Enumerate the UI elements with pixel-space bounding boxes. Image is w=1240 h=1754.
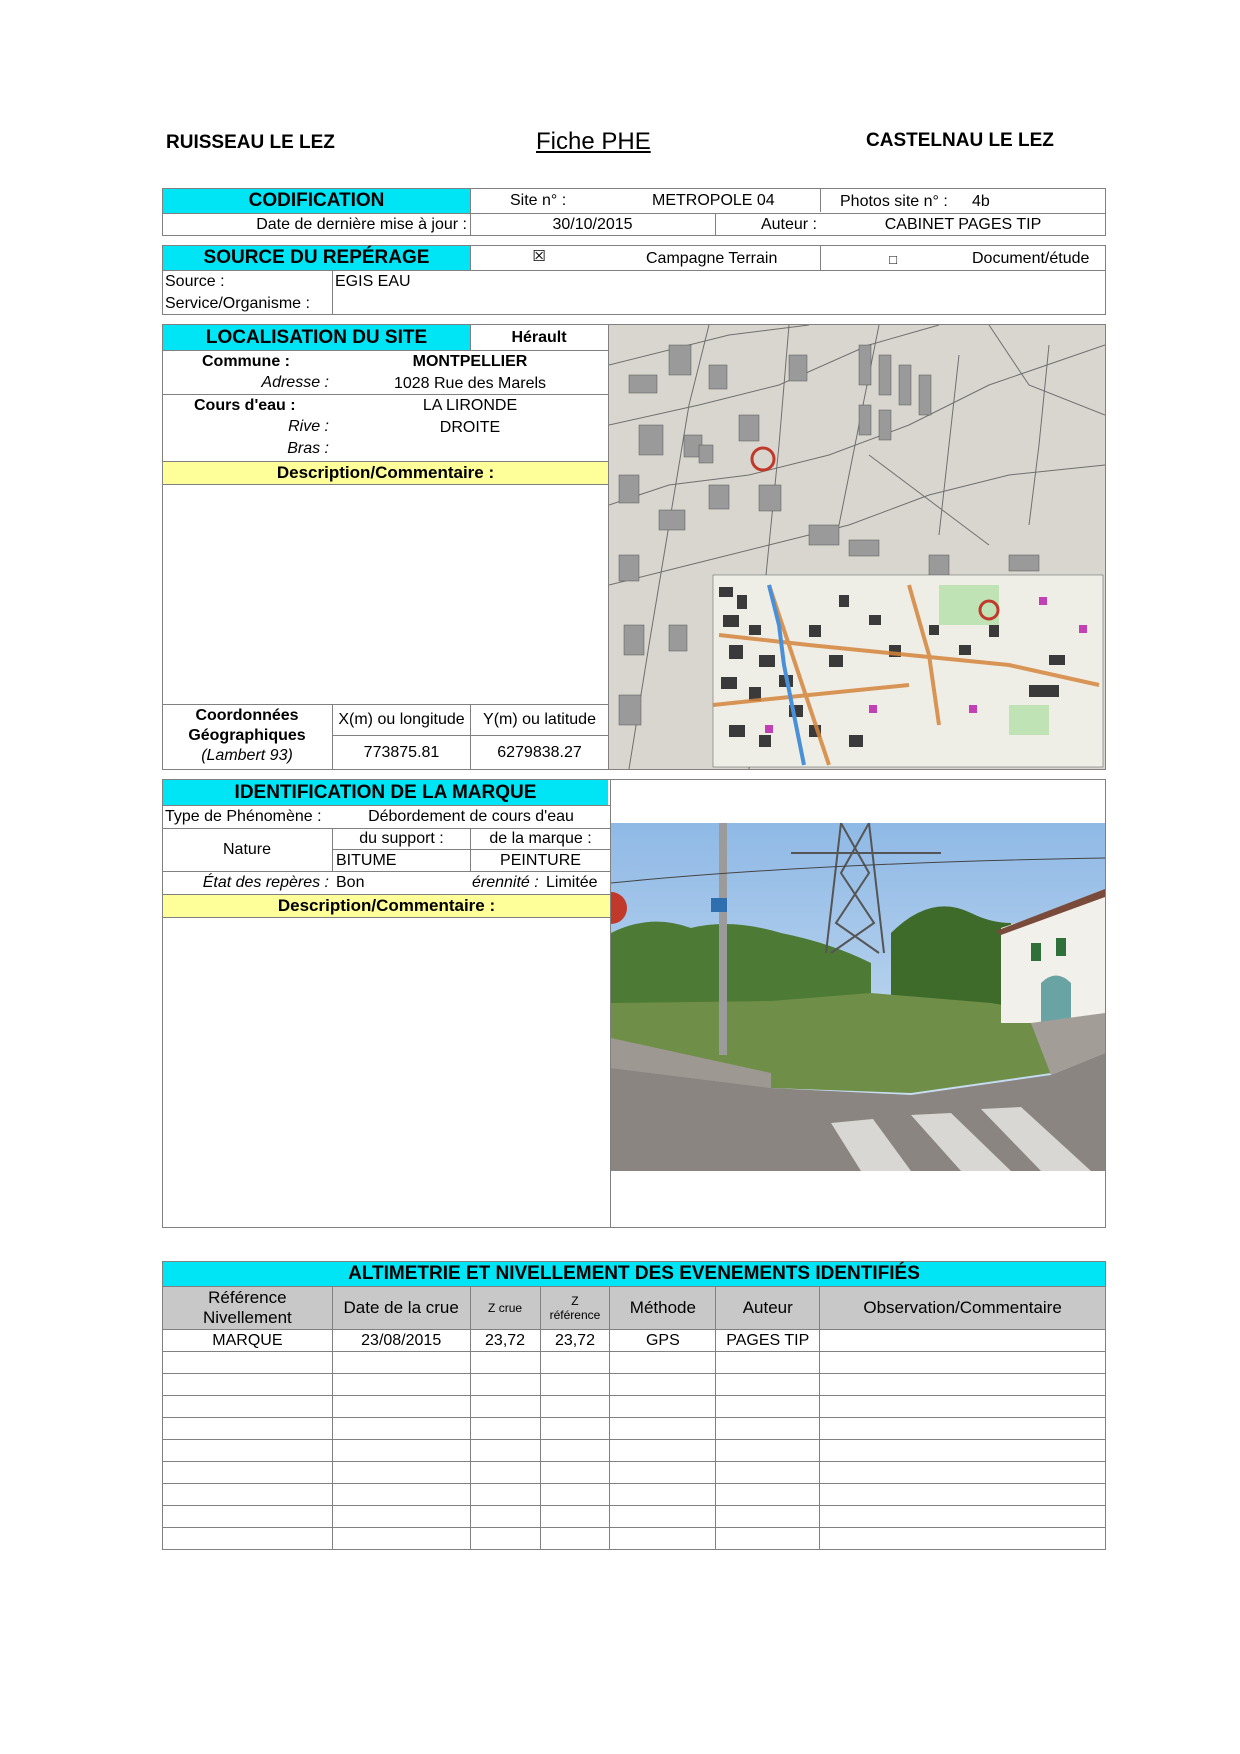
table-row xyxy=(163,1484,1106,1506)
identification-description-heading: Description/Commentaire : xyxy=(163,894,610,918)
table-cell[interactable] xyxy=(540,1374,610,1396)
table-cell[interactable] xyxy=(332,1506,470,1528)
localisation-heading: LOCALISATION DU SITE xyxy=(163,325,470,350)
site-value: METROPOLE 04 xyxy=(652,192,775,209)
table-cell[interactable] xyxy=(332,1462,470,1484)
page-title: Fiche PHE xyxy=(536,128,651,155)
table-cell[interactable] xyxy=(163,1528,333,1550)
table-cell[interactable] xyxy=(332,1440,470,1462)
type-label: Type de Phénomène : xyxy=(165,808,322,825)
table-cell[interactable] xyxy=(332,1418,470,1440)
coord-label-2: Géographiques xyxy=(188,727,306,744)
table-cell[interactable] xyxy=(610,1440,716,1462)
coord-label-3: (Lambert 93) xyxy=(201,746,293,764)
commune-value: MONTPELLIER xyxy=(412,353,528,370)
auteur-label: Auteur : xyxy=(760,215,817,233)
marque-value: PEINTURE xyxy=(500,851,581,869)
bras-label: Bras : xyxy=(287,440,329,457)
table-cell[interactable] xyxy=(540,1528,610,1550)
auteur-value: CABINET PAGES TIP xyxy=(884,215,1042,233)
table-cell[interactable] xyxy=(820,1330,1106,1352)
perennite-label: érennité : xyxy=(472,873,539,891)
table-row xyxy=(163,1330,1106,1352)
altimetrie-table xyxy=(162,1261,1106,1550)
localisation-description-area[interactable] xyxy=(163,486,608,704)
table-cell[interactable] xyxy=(470,1462,540,1484)
altimetrie-heading: ALTIMETRIE ET NIVELLEMENT DES EVENEMENTS IDENTIFIÉS xyxy=(163,1262,1106,1287)
photos-value: 4b xyxy=(972,193,990,210)
table-cell[interactable] xyxy=(332,1528,470,1550)
table-cell[interactable] xyxy=(820,1462,1106,1484)
table-row xyxy=(163,1528,1106,1550)
table-cell[interactable] xyxy=(716,1462,820,1484)
nature-label: Nature xyxy=(222,841,272,858)
cours-label: Cours d'eau : xyxy=(194,397,296,414)
column-header xyxy=(540,1287,610,1330)
table-cell[interactable] xyxy=(540,1352,610,1374)
table-cell[interactable] xyxy=(716,1528,820,1550)
table-cell[interactable] xyxy=(163,1396,333,1418)
table-cell[interactable] xyxy=(820,1352,1106,1374)
table-cell[interactable]: 23,72 xyxy=(540,1330,610,1352)
table-row xyxy=(163,1418,1106,1440)
column-header-line: Z crue xyxy=(488,1301,523,1315)
document-label: Document/étude xyxy=(972,250,1090,267)
location-map xyxy=(609,325,1105,769)
table-cell[interactable] xyxy=(610,1506,716,1528)
table-row xyxy=(163,1374,1106,1396)
campagne-label: Campagne Terrain xyxy=(646,250,778,267)
date-value: 30/10/2015 xyxy=(552,215,633,233)
table-cell[interactable] xyxy=(820,1396,1106,1418)
table-cell[interactable] xyxy=(820,1484,1106,1506)
column-header xyxy=(163,1287,333,1330)
departement: Hérault xyxy=(511,328,567,346)
table-cell[interactable] xyxy=(610,1462,716,1484)
column-header-line: Méthode xyxy=(629,1298,696,1317)
table-cell[interactable] xyxy=(610,1352,716,1374)
commune-label: Commune : xyxy=(202,353,290,370)
x-label: X(m) ou longitude xyxy=(338,711,465,728)
table-row xyxy=(163,1396,1106,1418)
column-header-line: référence xyxy=(549,1308,601,1322)
source-heading: SOURCE DU REPÉRAGE xyxy=(163,246,470,270)
table-cell[interactable] xyxy=(716,1440,820,1462)
table-cell[interactable] xyxy=(610,1396,716,1418)
table-row xyxy=(163,1506,1106,1528)
marque-label: de la marque : xyxy=(489,830,592,847)
table-cell[interactable] xyxy=(610,1528,716,1550)
document-checkbox[interactable]: □ xyxy=(889,251,897,267)
support-value: BITUME xyxy=(336,851,397,869)
identification-heading: IDENTIFICATION DE LA MARQUE xyxy=(163,780,608,805)
table-cell[interactable] xyxy=(470,1352,540,1374)
column-header-line: Auteur xyxy=(742,1298,793,1317)
table-row xyxy=(163,1440,1106,1462)
commune-name: CASTELNAU LE LEZ xyxy=(866,130,1054,151)
table-cell[interactable] xyxy=(470,1418,540,1440)
table-cell[interactable] xyxy=(716,1352,820,1374)
column-header-line: Référence xyxy=(208,1288,287,1307)
table-cell[interactable] xyxy=(163,1484,333,1506)
date-label: Date de dernière mise à jour : xyxy=(256,215,467,233)
table-cell[interactable] xyxy=(540,1396,610,1418)
service-value: EGIS EAU xyxy=(335,272,411,290)
table-cell[interactable]: GPS xyxy=(610,1330,716,1352)
coord-label-1: Coordonnées xyxy=(195,707,299,724)
cours-value: LA LIRONDE xyxy=(422,397,518,414)
column-header xyxy=(610,1287,716,1330)
table-cell[interactable] xyxy=(540,1440,610,1462)
codification-heading: CODIFICATION xyxy=(163,189,470,213)
table-cell[interactable] xyxy=(163,1374,333,1396)
column-header-line: Z xyxy=(571,1294,579,1308)
table-row xyxy=(163,1352,1106,1374)
table-cell[interactable] xyxy=(610,1374,716,1396)
photos-label: Photos site n° : xyxy=(840,193,948,210)
table-cell[interactable] xyxy=(163,1418,333,1440)
type-value: Débordement de cours d'eau xyxy=(368,808,574,825)
adresse-label: Adresse : xyxy=(261,374,329,391)
adresse-value: 1028 Rue des Marels xyxy=(393,375,547,392)
table-cell[interactable] xyxy=(163,1462,333,1484)
table-cell[interactable] xyxy=(163,1352,333,1374)
river-name: RUISSEAU LE LEZ xyxy=(166,132,335,153)
table-cell[interactable] xyxy=(716,1418,820,1440)
support-label: du support : xyxy=(359,830,444,847)
table-cell[interactable] xyxy=(470,1528,540,1550)
localisation-description-heading: Description/Commentaire : xyxy=(163,461,608,485)
campagne-checkbox[interactable]: ☒ xyxy=(532,248,546,265)
etat-value: Bon xyxy=(336,873,365,891)
column-header xyxy=(820,1287,1106,1330)
table-cell[interactable] xyxy=(820,1418,1106,1440)
service-label: Service/Organisme : xyxy=(165,294,310,312)
table-cell[interactable] xyxy=(716,1506,820,1528)
table-cell[interactable]: 23/08/2015 xyxy=(332,1330,470,1352)
column-header-line: Date de la crue xyxy=(343,1298,459,1317)
y-value: 6279838.27 xyxy=(497,743,582,761)
table-cell[interactable] xyxy=(716,1396,820,1418)
table-cell[interactable] xyxy=(820,1374,1106,1396)
table-cell[interactable]: 23,72 xyxy=(470,1330,540,1352)
column-header xyxy=(470,1287,540,1330)
table-cell[interactable] xyxy=(540,1484,610,1506)
y-label: Y(m) ou latitude xyxy=(483,711,596,728)
table-cell[interactable] xyxy=(332,1484,470,1506)
table-cell[interactable] xyxy=(163,1440,333,1462)
rive-value: DROITE xyxy=(439,419,501,436)
table-cell[interactable] xyxy=(470,1440,540,1462)
x-value: 773875.81 xyxy=(363,743,440,761)
table-cell[interactable]: PAGES TIP xyxy=(716,1330,820,1352)
table-cell[interactable] xyxy=(820,1528,1106,1550)
table-cell[interactable] xyxy=(820,1440,1106,1462)
table-cell[interactable] xyxy=(332,1396,470,1418)
table-row xyxy=(163,1462,1106,1484)
column-header xyxy=(332,1287,470,1330)
column-header-line: Nivellement xyxy=(202,1308,292,1327)
table-cell[interactable] xyxy=(610,1418,716,1440)
table-cell[interactable] xyxy=(820,1506,1106,1528)
table-cell[interactable] xyxy=(716,1374,820,1396)
table-cell[interactable] xyxy=(470,1396,540,1418)
source-label: Source : xyxy=(165,272,225,290)
etat-label: État des repères : xyxy=(202,873,329,891)
site-photo xyxy=(611,823,1105,1171)
table-cell[interactable] xyxy=(540,1506,610,1528)
table-cell[interactable] xyxy=(540,1418,610,1440)
rive-label: Rive : xyxy=(288,418,329,435)
column-header xyxy=(716,1287,820,1330)
identification-description-area[interactable] xyxy=(163,919,610,1227)
table-cell[interactable] xyxy=(470,1484,540,1506)
table-cell[interactable] xyxy=(470,1374,540,1396)
table-cell[interactable] xyxy=(540,1462,610,1484)
table-cell[interactable] xyxy=(470,1506,540,1528)
table-cell[interactable] xyxy=(163,1506,333,1528)
table-cell[interactable]: MARQUE xyxy=(163,1330,333,1352)
table-cell[interactable] xyxy=(332,1374,470,1396)
table-cell[interactable] xyxy=(610,1484,716,1506)
site-label: Site n° : xyxy=(510,192,567,209)
table-cell[interactable] xyxy=(332,1352,470,1374)
perennite-value: Limitée xyxy=(546,873,598,891)
column-header-line: Observation/Commentaire xyxy=(863,1298,1062,1317)
table-cell[interactable] xyxy=(716,1484,820,1506)
